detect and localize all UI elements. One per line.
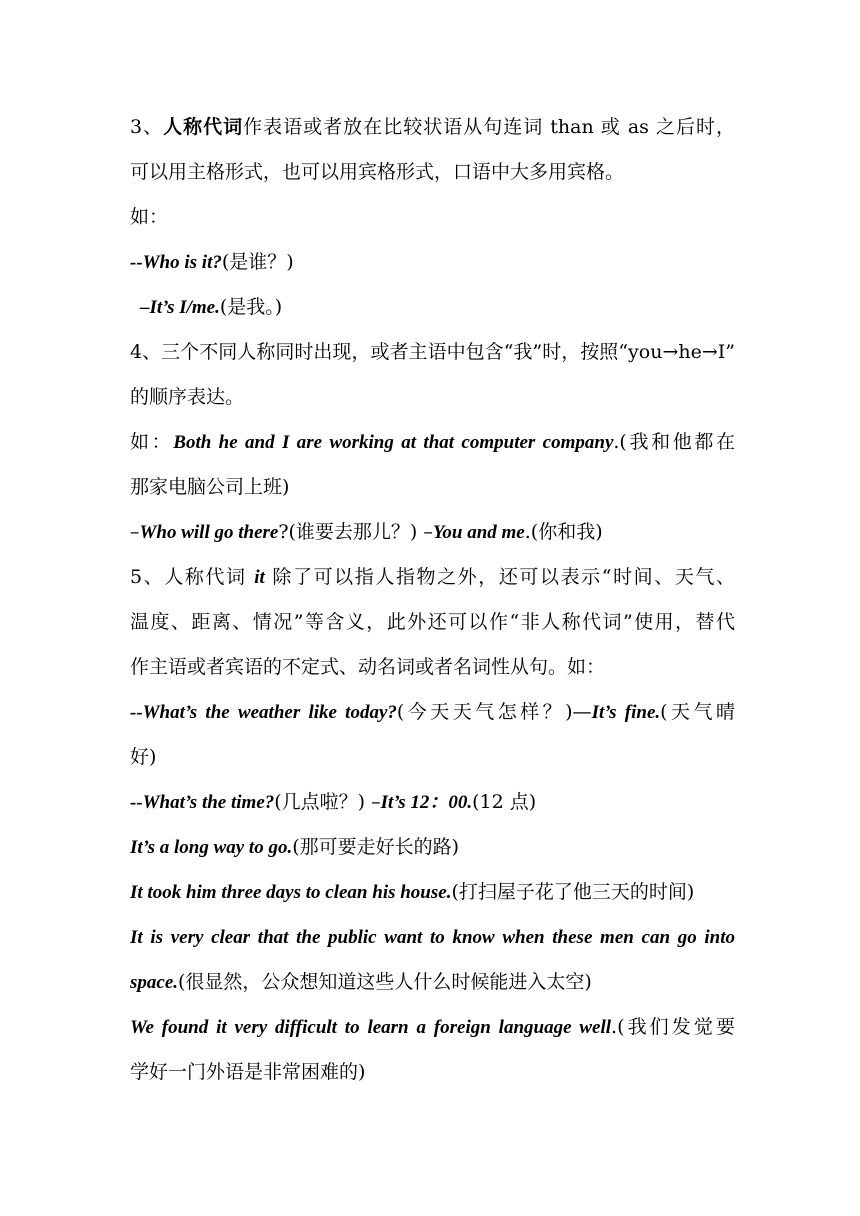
example-english: Both he and I are working at that computer company xyxy=(173,432,614,453)
item5-example6-line1 xyxy=(130,1015,735,1040)
example-translation: (很显然，公众想知道这些人什么时候能进入太空) xyxy=(178,971,592,993)
example-english: --What’s the weather like today? xyxy=(130,702,397,723)
item3-number: 3、 xyxy=(130,116,164,138)
example-english: space. xyxy=(130,972,179,993)
item3-line1 xyxy=(130,115,735,139)
example-translation: .(我们发觉要 xyxy=(611,1016,735,1038)
example-english: It is very clear that the public want to know when these men can go into xyxy=(130,927,735,948)
item5-example3 xyxy=(130,835,735,860)
example-english: It’s a long way to go. xyxy=(130,837,293,858)
example-translation: (是谁？) xyxy=(221,251,294,273)
item5-line2: 温度、距离、情况”等含义，此外还可以作“非人称代词”使用，替代 xyxy=(130,611,735,633)
item4-text-a: 4、三个不同人称同时出现，或者主语中包含“我”时，按照“you→he→I” xyxy=(130,341,735,363)
example-translation: 那家电脑公司上班) xyxy=(130,476,290,498)
item4-example1-line1: 如：Both he and I are working at that computer company.(我和他都在 xyxy=(130,431,735,453)
example-translation: .(你和我) xyxy=(524,521,603,543)
example-english: Who will go there xyxy=(139,522,279,543)
item5-example6-line2 xyxy=(130,1060,735,1084)
example-translation: 好) xyxy=(130,746,157,768)
item5-example2 xyxy=(130,790,735,815)
item4-text-b: 的顺序表达。 xyxy=(130,386,245,408)
item5-line3: 作主语或者宾语的不定式、动名词或者名词性从句。如： xyxy=(130,656,606,678)
example-english: –It’s I/me. xyxy=(140,297,220,318)
example-translation: (12 点) xyxy=(472,791,537,813)
item3-line2 xyxy=(130,160,735,184)
item4-example2: –Who will go there?(谁要去那儿？) –You and me.(你和我) xyxy=(130,521,603,543)
example-english: It took him three days to clean his house. xyxy=(130,882,452,903)
item3-term: 人称代词 xyxy=(163,116,244,138)
example-translation: (那可要走好长的路) xyxy=(292,836,460,858)
example-english: You and me xyxy=(432,522,525,543)
example-translation: (天气晴 xyxy=(660,701,735,723)
item5-example5-line2 xyxy=(130,970,735,995)
example-english: We found it very difficult to learn a foreign language well xyxy=(130,1017,612,1038)
item3-text-b: 可以用主格形式，也可以用宾格形式，口语中大多用宾格。 xyxy=(130,161,625,183)
item3-example-intro: 如： xyxy=(130,206,169,228)
item3-text-a: 作表语或者放在比较状语从句连词 than 或 as 之后时， xyxy=(243,116,735,138)
example-english: --Who is it? xyxy=(130,252,222,273)
item4-line2 xyxy=(130,385,735,409)
item5-example1-line2 xyxy=(130,745,735,769)
example-english: It’s 12：00. xyxy=(380,792,473,813)
item3-example1 xyxy=(130,250,735,275)
item5-example5-line1 xyxy=(130,925,735,950)
example-translation: ?(谁要去那儿？) – xyxy=(278,521,433,543)
example-translation: (是我。) xyxy=(219,296,283,318)
item5-line1: 5、人称代词 it 除了可以指人指物之外，还可以表示“时间、天气、 xyxy=(130,566,735,588)
item5-pronoun-it: it xyxy=(254,567,265,588)
example-translation: (今天天气怎样？)— xyxy=(396,701,592,723)
item5-example1-line1 xyxy=(130,700,735,725)
example-translation: .(我和他都在 xyxy=(613,431,735,453)
example-english: --What’s the time? xyxy=(130,792,275,813)
item4-line1 xyxy=(130,340,735,364)
example-translation: (打扫屋子花了他三天的时间) xyxy=(451,881,695,903)
item3-example2 xyxy=(140,295,745,320)
example-translation: 学好一门外语是非常困难的) xyxy=(130,1061,366,1083)
item4-example1-line2 xyxy=(130,475,735,499)
item5-example4 xyxy=(130,880,735,905)
example-translation: (几点啦？) – xyxy=(274,791,381,813)
example-english: It’s fine. xyxy=(591,702,661,723)
